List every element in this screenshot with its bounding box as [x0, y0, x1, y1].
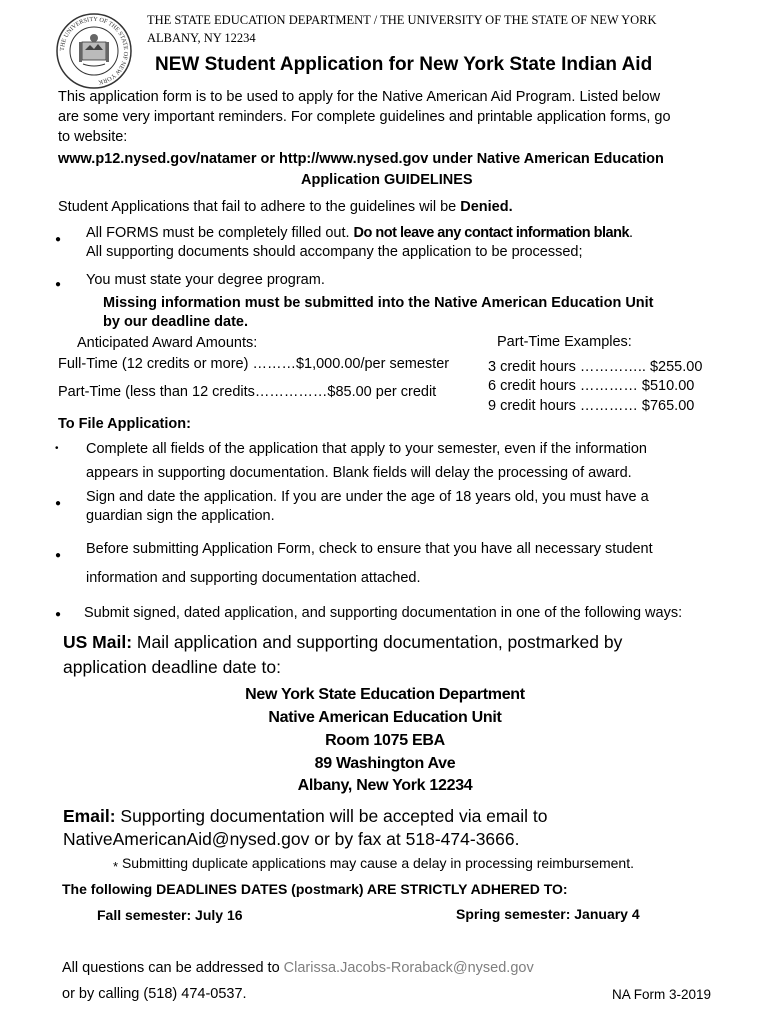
- award-amounts-heading: Anticipated Award Amounts:: [77, 335, 258, 351]
- missing-info-line-2: by our deadline date.: [103, 314, 249, 330]
- intro-line-2: are some very important reminders. For complete guidelines and printable application forms, go: [58, 109, 671, 125]
- filing-item-4: Submit signed, dated application, and supporting documentation in one of the following ways:: [84, 605, 683, 621]
- example-6-credits: 6 credit hours ………… $510.00: [488, 378, 695, 394]
- page-title: NEW Student Application for New York State Indian Aid: [155, 54, 653, 75]
- website-line: www.p12.nysed.gov/natamer or http://www.nysed.gov under Native American Education: [58, 151, 664, 167]
- bullet-icon: ●: [55, 279, 62, 290]
- guidelines-line: Application GUIDELINES: [301, 172, 473, 188]
- department-line-1: THE STATE EDUCATION DEPARTMENT / THE UNIVERSITY OF THE STATE OF NEW YORK: [147, 13, 657, 27]
- full-time-award: Full-Time (12 credits or more) ………$1,000.00/per semester: [58, 356, 450, 372]
- bullet-icon: ●: [55, 234, 62, 245]
- deadlines-heading: The following DEADLINES DATES (postmark) ARE STRICTLY ADHERED TO:: [62, 881, 568, 897]
- email-line-2: NativeAmericanAid@nysed.gov or by fax at 518-474-3666.: [63, 829, 520, 849]
- phone-line: or by calling (518) 474-0537.: [62, 986, 247, 1002]
- intro-line-3: to website:: [58, 129, 128, 145]
- degree-reminder: You must state your degree program.: [86, 272, 325, 288]
- mailing-address-line-4: 89 Washington Ave: [314, 755, 456, 772]
- supporting-reminder: All supporting documents should accompany the application to be processed;: [86, 244, 583, 260]
- mailing-address-line-3: Room 1075 EBA: [325, 732, 445, 749]
- contact-email-link[interactable]: Clarissa.Jacobs-Roraback@nysed.gov: [283, 960, 534, 976]
- svg-text:THE UNIVERSITY OF THE STATE OF: THE UNIVERSITY OF THE STATE OF NEW YORK: [58, 15, 130, 86]
- us-mail-line-2: application deadline date to:: [63, 657, 281, 677]
- form-number: NA Form 3-2019: [612, 987, 712, 1002]
- questions-line: All questions can be addressed to Clarissa.Jacobs-Roraback@nysed.gov: [62, 960, 534, 976]
- to-file-heading: To File Application:: [58, 416, 191, 432]
- bullet-icon: ●: [55, 609, 62, 620]
- mailing-address-line-5: Albany, New York 12234: [297, 777, 473, 794]
- filing-item-3-line-1: Before submitting Application Form, check to ensure that you have all necessary student: [86, 541, 653, 557]
- department-line-2: ALBANY, NY 12234: [147, 31, 256, 45]
- spring-deadline: Spring semester: January 4: [456, 906, 640, 922]
- duplicate-note: * Submitting duplicate applications may cause a delay in processing reimbursement.: [113, 855, 634, 874]
- bullet-icon: ●: [55, 498, 62, 509]
- filing-item-2-line-2: guardian sign the application.: [86, 508, 275, 524]
- example-9-credits: 9 credit hours ………… $765.00: [488, 398, 695, 414]
- filing-item-1-line-2: appears in supporting documentation. Blank fields will delay the processing of award.: [86, 465, 632, 481]
- nys-seal-logo: [55, 12, 133, 90]
- bullet-icon: ●: [55, 550, 62, 561]
- example-3-credits: 3 credit hours ………….. $255.00: [488, 359, 703, 375]
- denied-statement: Student Applications that fail to adhere to the guidelines wil be Denied.: [58, 199, 513, 215]
- forms-reminder: All FORMS must be completely filled out. Do not leave any contact information blank.: [86, 225, 634, 241]
- part-time-award: Part-Time (less than 12 credits……………$85.00 per credit: [58, 384, 437, 400]
- email-line-1: Email: Supporting documentation will be accepted via email to: [63, 806, 548, 826]
- us-mail-line-1: US Mail: Mail application and supporting documentation, postmarked by: [63, 632, 623, 652]
- bullet-icon: •: [55, 443, 59, 454]
- filing-item-1-line-1: Complete all fields of the application that apply to your semester, even if the information: [86, 441, 647, 457]
- mailing-address-line-2: Native American Education Unit: [268, 709, 502, 726]
- filing-item-2-line-1: Sign and date the application. If you are under the age of 18 years old, you must have a: [86, 489, 649, 505]
- filing-item-3-line-2: information and supporting documentation attached.: [86, 570, 421, 586]
- intro-line-1: This application form is to be used to apply for the Native American Aid Program. Listed below: [58, 89, 661, 105]
- mailing-address-line-1: New York State Education Department: [245, 686, 525, 703]
- fall-deadline: Fall semester: July 16: [97, 907, 243, 923]
- part-time-examples-heading: Part-Time Examples:: [497, 334, 632, 350]
- missing-info-line-1: Missing information must be submitted into the Native American Education Unit: [103, 295, 654, 311]
